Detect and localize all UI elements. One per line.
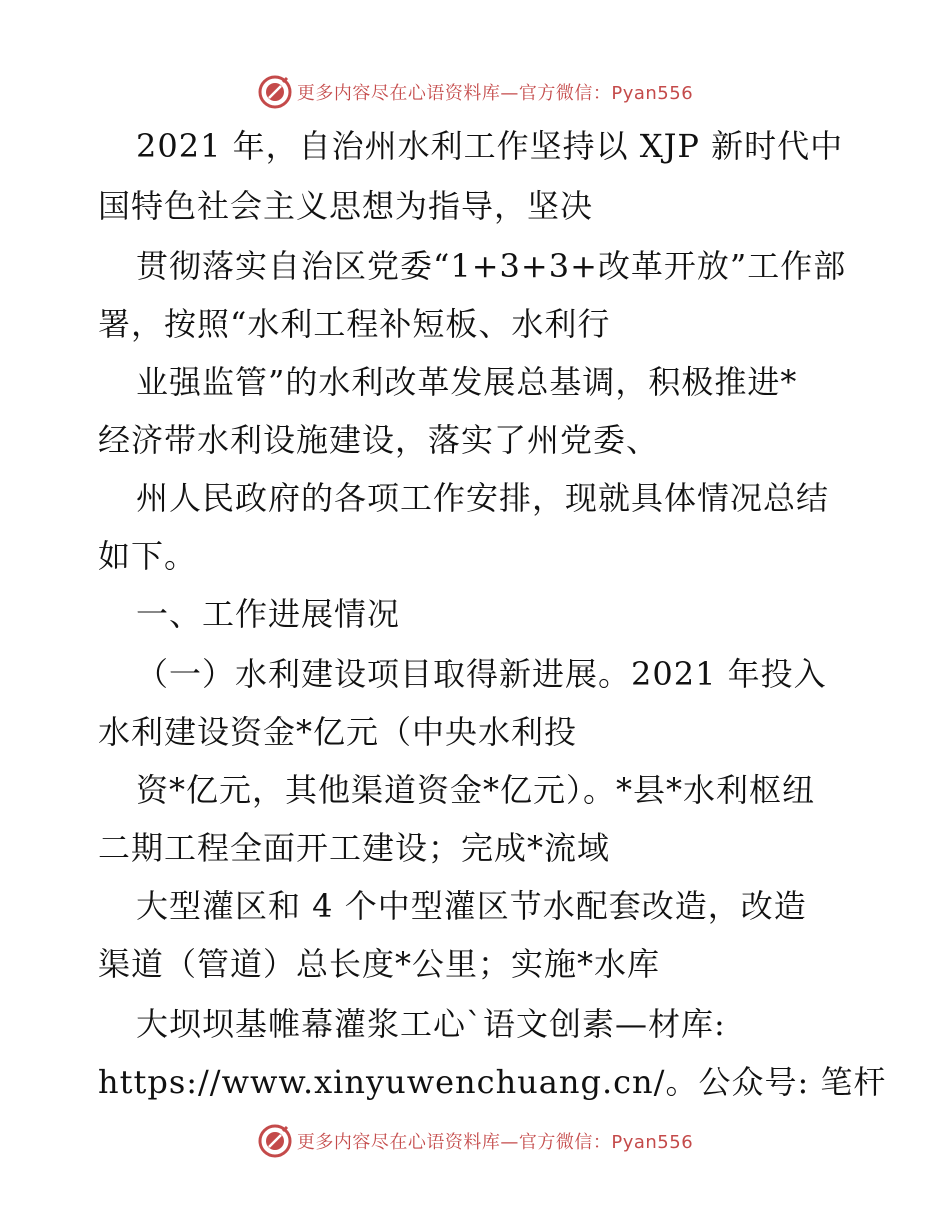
body-line: 水利建设资金*亿元（中央水利投: [98, 713, 578, 751]
body-line: 资*亿元，其他渠道资金*亿元）。*县*水利枢纽: [136, 771, 816, 809]
body-line: https://www.xinyuwenchuang.cn/。公众号: 笔杆: [98, 1063, 887, 1101]
body-line: 经济带水利设施建设，落实了州党委、: [98, 421, 660, 459]
footer-banner: [0, 1121, 950, 1161]
seal-logo-icon: [257, 1123, 293, 1159]
body-line: 州人民政府的各项工作安排，现就具体情况总结: [136, 479, 830, 517]
seal-logo-icon: [257, 74, 293, 110]
body-line: 大坝坝基帷幕灌浆工心`语文创素—材库:: [136, 1005, 726, 1043]
body-line: 国特色社会主义思想为指导，坚决: [98, 187, 594, 225]
body-line: 2021 年，自治州水利工作坚持以 XJP 新时代中: [136, 127, 844, 165]
body-line: 贯彻落实自治区党委“1+3+3+改革开放”工作部: [136, 247, 847, 285]
body-line: 署，按照“水利工程补短板、水利行: [98, 305, 611, 343]
section-heading: 一、工作进展情况: [136, 595, 401, 633]
body-line: 二期工程全面开工建设；完成*流域: [98, 829, 611, 867]
header-banner-text: 更多内容尽在心语资料库—官方微信：Pyan556: [296, 83, 694, 104]
header-banner: [0, 72, 950, 112]
body-line: （一）水利建设项目取得新进展。2021 年投入: [136, 655, 827, 693]
body-line: 大型灌区和 4 个中型灌区节水配套改造，改造: [136, 887, 807, 925]
body-line: 如下。: [98, 537, 198, 575]
body-line: 业强监管”的水利改革发展总基调，积极推进*: [136, 363, 798, 401]
footer-banner-text: 更多内容尽在心语资料库—官方微信：Pyan556: [296, 1132, 694, 1153]
body-line: 渠道（管道）总长度*公里；实施*水库: [98, 945, 661, 983]
